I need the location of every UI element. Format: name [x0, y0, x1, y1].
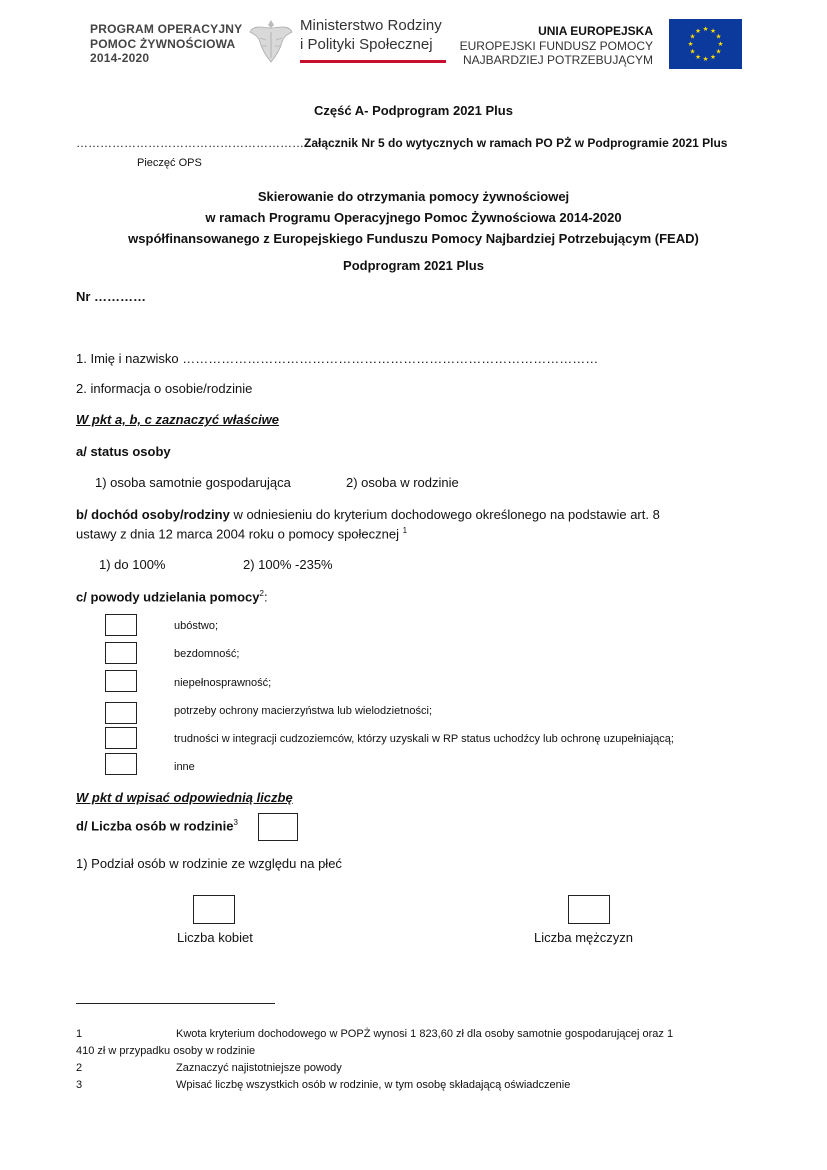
footnote-separator: [76, 1003, 275, 1004]
info-field: 2. informacja o osobie/rodzinie: [76, 381, 253, 396]
women-count-label: Liczba kobiet: [177, 930, 253, 945]
section-b-option-1: 1) do 100%: [99, 557, 166, 572]
footnote-number: 3: [76, 1079, 83, 1091]
section-c-colon: :: [263, 589, 268, 605]
section-c-heading-line: [76, 589, 268, 604]
eu-line: EUROPEJSKI FUNDUSZ POMOCY: [459, 38, 653, 53]
section-b-heading: b/ dochód osoby/rodziny: [76, 507, 230, 522]
stamp-dots: …………………………………………………: [76, 136, 304, 150]
section-a-option-2: 2) osoba w rodzinie: [346, 475, 459, 490]
section-b-line-1: [76, 507, 660, 522]
eu-star-icon: ★: [710, 54, 716, 62]
footnote-ref: 2: [259, 589, 264, 598]
reason-label: inne: [174, 761, 195, 773]
section-b-option-2: 2) 100% -235%: [243, 557, 333, 572]
reason-label: ubóstwo;: [174, 620, 219, 632]
program-line: PROGRAM OPERACYJNY: [90, 22, 243, 36]
eu-star-icon: ★: [702, 56, 709, 64]
instruction-d: W pkt d wpisać odpowiednią liczbę: [76, 790, 293, 805]
program-line: 2014-2020: [90, 51, 150, 65]
men-count-field[interactable]: [568, 895, 610, 924]
document-title: [0, 186, 827, 249]
subtitle: Podprogram 2021 Plus: [343, 258, 484, 273]
section-a-option-1: 1) osoba samotnie gospodarująca: [95, 475, 291, 490]
section-b-text-2: ustawy z dnia 12 marca 2004 roku o pomocy społecznej: [76, 526, 400, 542]
reason-label: niepełnosprawność;: [174, 677, 272, 689]
document-number: Nr …………: [76, 289, 147, 304]
footnote-text: Zaznaczyć najistotniejsze powody: [176, 1062, 342, 1074]
eu-line: NAJBARDZIEJ POTRZEBUJĄCYM: [462, 53, 653, 67]
ministry-red-rule: [300, 60, 446, 63]
ministry-line: i Polityki Społecznej: [300, 36, 433, 53]
ministry-line: Ministerstwo Rodziny: [300, 17, 442, 34]
eu-star-icon: ★: [695, 54, 701, 62]
reason-checkbox[interactable]: [105, 727, 137, 749]
stamp-label: Pieczęć OPS: [137, 157, 202, 169]
eu-star-icon: ★: [715, 48, 722, 56]
reason-label: potrzeby ochrony macierzyństwa lub wielodzietności;: [174, 705, 433, 717]
program-line: POMOC ŻYWNOŚCIOWA: [90, 36, 236, 51]
reason-label: bezdomność;: [174, 648, 240, 660]
section-b-text: w odniesieniu do kryterium dochodowego określonego na podstawie art. 8: [229, 507, 660, 522]
title-line: w ramach Programu Operacyjnego Pomoc Żywnościowa 2014-2020: [205, 210, 622, 225]
eu-flag-icon: [669, 19, 742, 69]
footnote-number: 1: [76, 1028, 83, 1040]
footnote-text-cont: 410 zł w przypadku osoby w rodzinie: [76, 1045, 256, 1057]
section-c-heading: c/ powody udzielania pomocy: [76, 589, 260, 605]
section-a-heading: a/ status osoby: [76, 444, 171, 459]
reason-label: trudności w integracji cudzoziemców, którzy uzyskali w RP status uchodźcy lub ochronę uzupełniającą;: [174, 733, 674, 745]
title-line: współfinansowanego z Europejskiego Funduszu Pomocy Najbardziej Potrzebującym (FEAD): [128, 231, 699, 246]
section-d-heading-line: [76, 818, 238, 833]
name-field: 1. Imię i nazwisko ……………………………………………………………………………………: [76, 351, 599, 366]
men-count-label: Liczba mężczyzn: [534, 930, 633, 945]
footnote-text: Kwota kryterium dochodowego w POPŻ wynosi 1 823,60 zł dla osoby samotnie gospodarującej oraz 1: [176, 1028, 674, 1040]
eu-star-icon: ★: [710, 28, 716, 36]
attachment-text: Załącznik Nr 5 do wytycznych w ramach PO PŻ w Podprogramie 2021 Plus: [304, 136, 728, 150]
reason-checkbox[interactable]: [105, 670, 137, 692]
eu-line: UNIA EUROPEJSKA: [538, 24, 653, 38]
program-logo-text: [90, 22, 242, 66]
gender-division-label: 1) Podział osób w rodzinie ze względu na płeć: [76, 856, 342, 871]
eu-star-icon: ★: [687, 41, 694, 49]
reason-checkbox[interactable]: [105, 614, 137, 636]
footnote-ref: 3: [233, 818, 238, 827]
eu-star-icon: ★: [695, 28, 701, 36]
eu-star-icon: ★: [715, 33, 722, 41]
footnote-ref: 1: [402, 526, 408, 535]
reason-checkbox[interactable]: [105, 702, 137, 724]
instruction-abc: W pkt a, b, c zaznaczyć właściwe: [76, 412, 280, 427]
ministry-logo-text: [300, 16, 442, 54]
footnote-text: Wpisać liczbę wszystkich osób w rodzinie, w tym osobę składającą oświadczenie: [176, 1079, 571, 1091]
eu-logo-text: [455, 24, 653, 68]
section-d-heading: d/ Liczba osób w rodzinie: [76, 818, 234, 834]
title-line: Skierowanie do otrzymania pomocy żywnościowej: [257, 189, 570, 204]
footnote-number: 2: [76, 1062, 83, 1074]
women-count-field[interactable]: [193, 895, 235, 924]
reason-checkbox[interactable]: [105, 642, 137, 664]
attachment-line: [76, 136, 727, 150]
section-b-line-2: [76, 526, 407, 541]
eagle-emblem-icon: [248, 16, 294, 66]
section-title: Część A- Podprogram 2021 Plus: [314, 103, 513, 118]
eu-star-icon: ★: [689, 33, 696, 41]
eu-star-icon: ★: [689, 48, 696, 56]
eu-star-icon: ★: [717, 41, 724, 49]
eu-star-icon: ★: [702, 26, 709, 34]
family-count-field[interactable]: [258, 813, 298, 841]
reason-checkbox[interactable]: [105, 753, 137, 775]
